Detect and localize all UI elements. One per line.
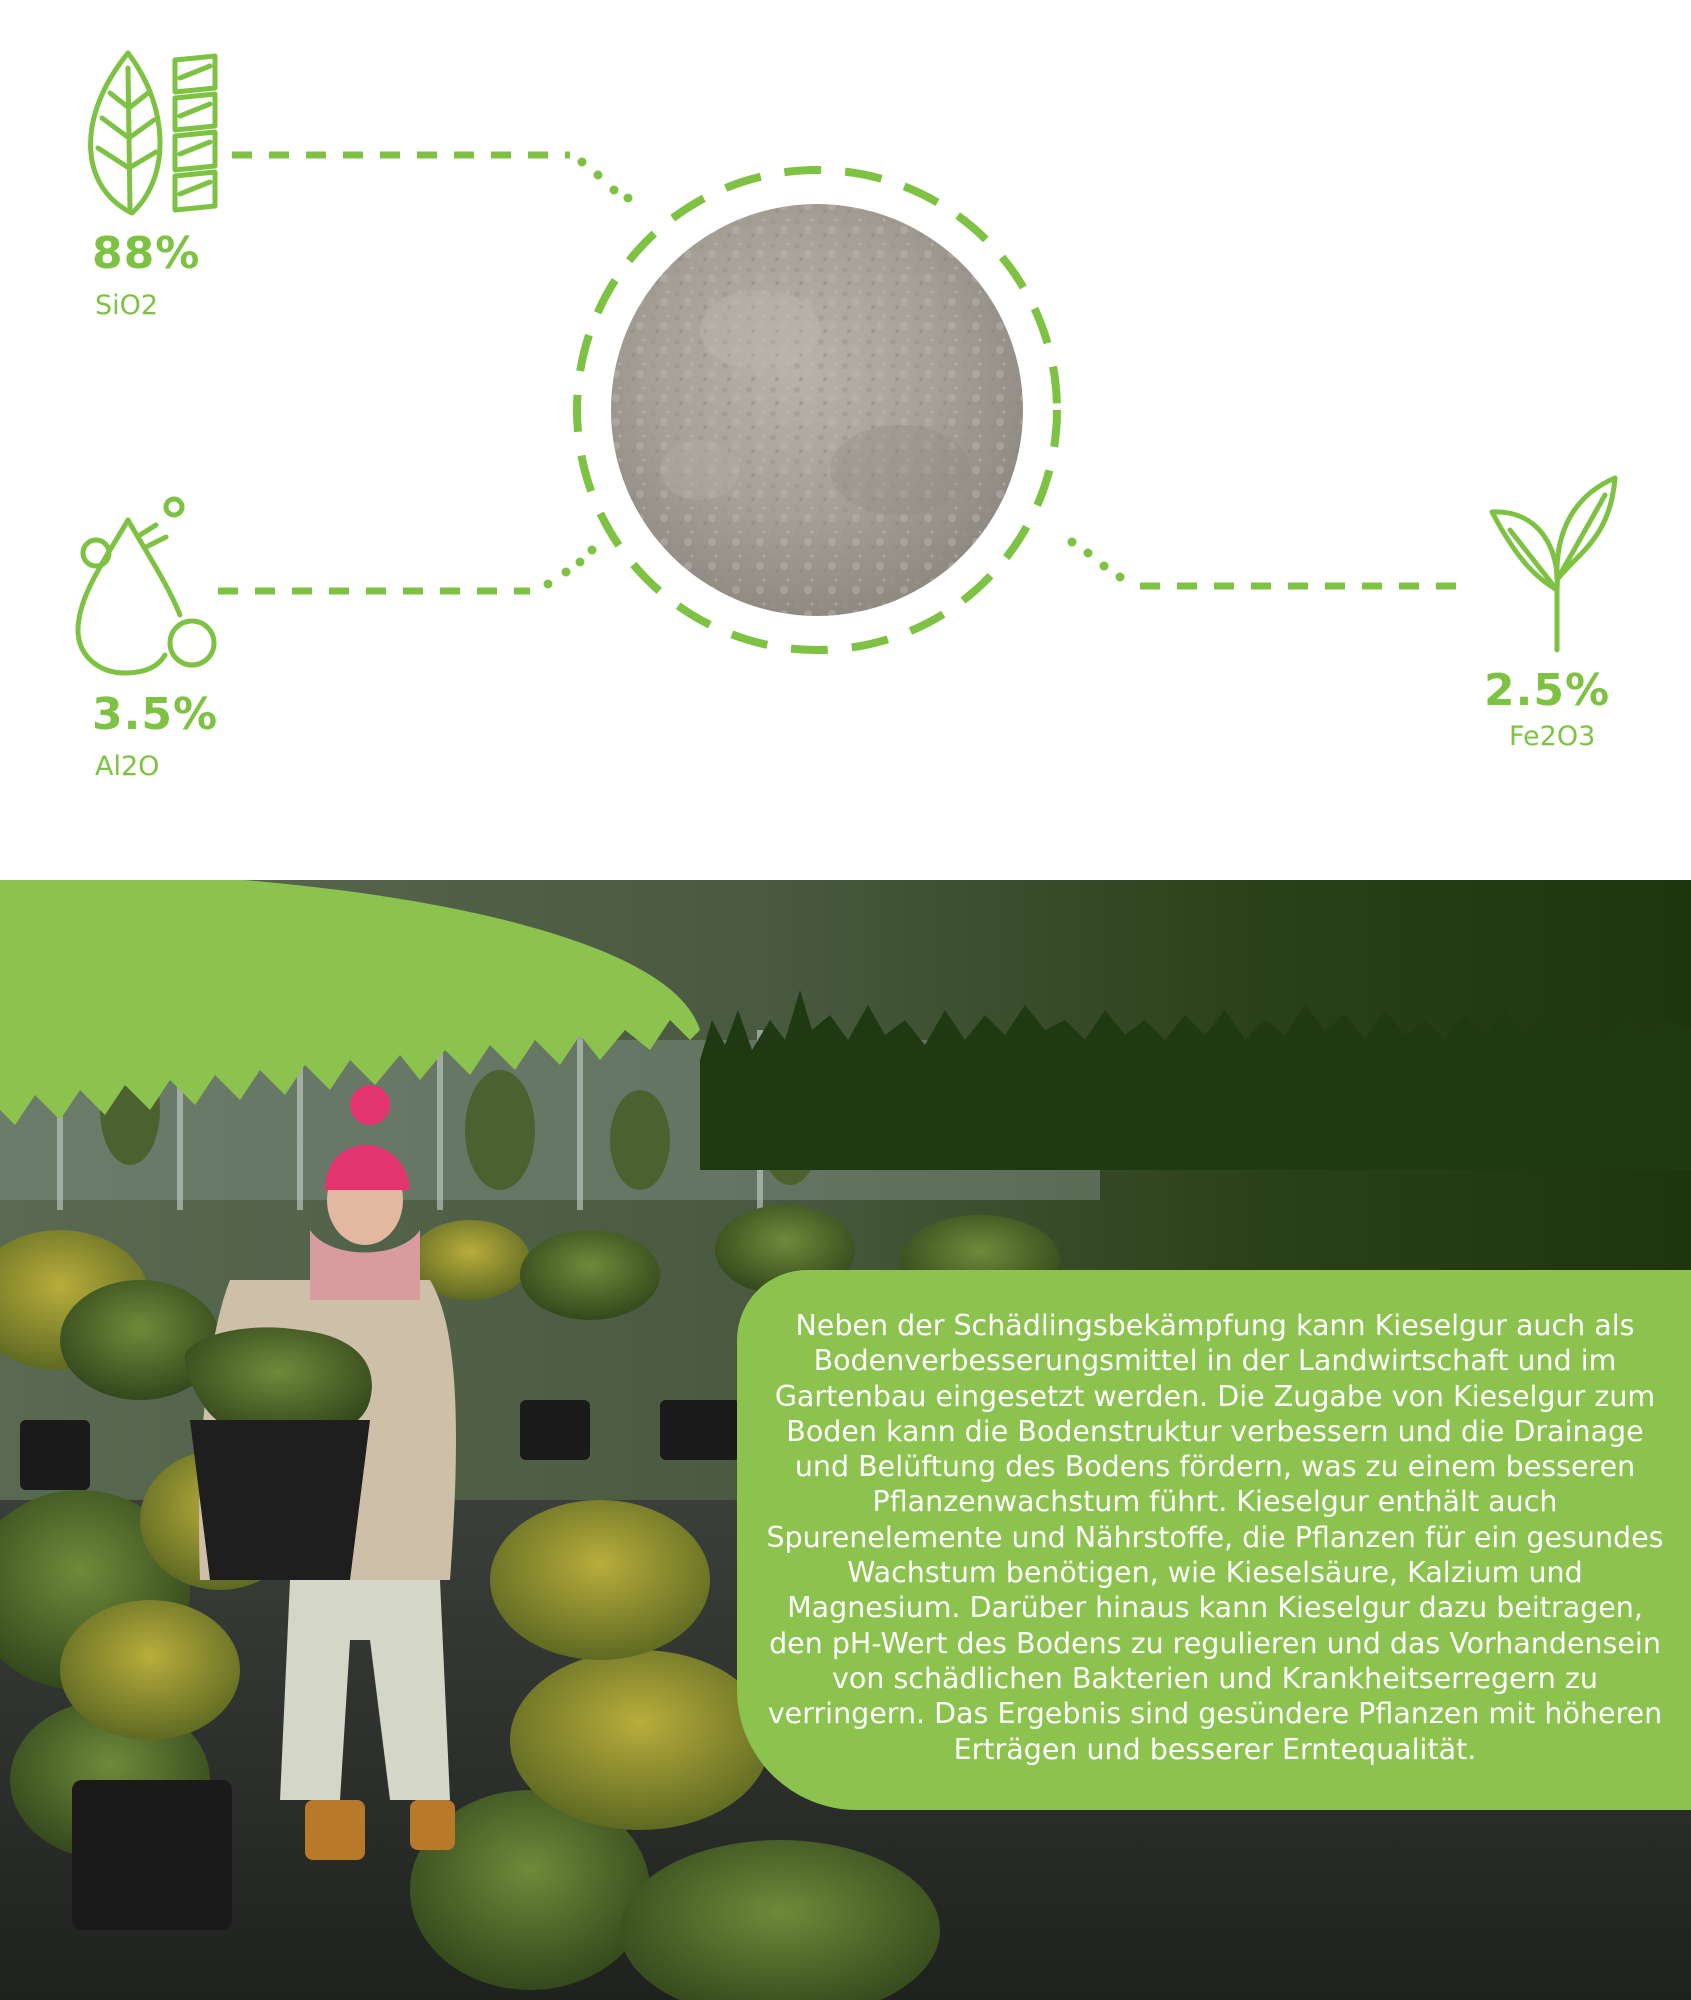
fe2o3-label: Fe2O3 — [1509, 721, 1596, 752]
diatomaceous-earth-powder-image — [611, 204, 1023, 616]
composition-diagram — [0, 0, 1691, 880]
water-drop-icon — [70, 495, 220, 680]
leaf-fiber-icon — [70, 48, 220, 218]
photo-section — [0, 880, 1691, 2000]
sio2-percentage: 88% — [92, 228, 201, 279]
fe2o3-percentage: 2.5% — [1484, 665, 1611, 716]
grass-wave-decoration — [0, 880, 1691, 1170]
al2o-label: Al2O — [95, 751, 160, 782]
al2o-percentage: 3.5% — [92, 689, 219, 740]
sprout-icon — [1480, 470, 1630, 655]
description-panel — [737, 1270, 1691, 1810]
sio2-label: SiO2 — [95, 290, 159, 321]
description-text: Neben der Schädlingsbekämpfung kann Kieselgur auch als Bodenverbesserungsmittel in der Landwirtschaft und im Gartenbau eingesetzt werden. Die Zugabe von Kieselgur zum Boden kann die Bodenstruktur verbessern und die Drainage und Belüftung des Bodens fördern, was zu einem besseren Pflanzenwachstum führt. Kieselgur enthält auch Spurenelemente und Nährstoffe, die Pflanzen für ein gesundes Wachstum benötigen, wie Kieselsäure, Kalzium und Magnesium. Darüber hinaus kann Kieselgur dazu beitragen, den pH-Wert des Bodens zu regulieren und das Vorhandensein von schädlichen Bakterien und Krankheitserregern zu verringern. Das Ergebnis sind gesündere Pflanzen mit höheren Erträgen und besserer Erntequalität. — [766, 1309, 1664, 1766]
